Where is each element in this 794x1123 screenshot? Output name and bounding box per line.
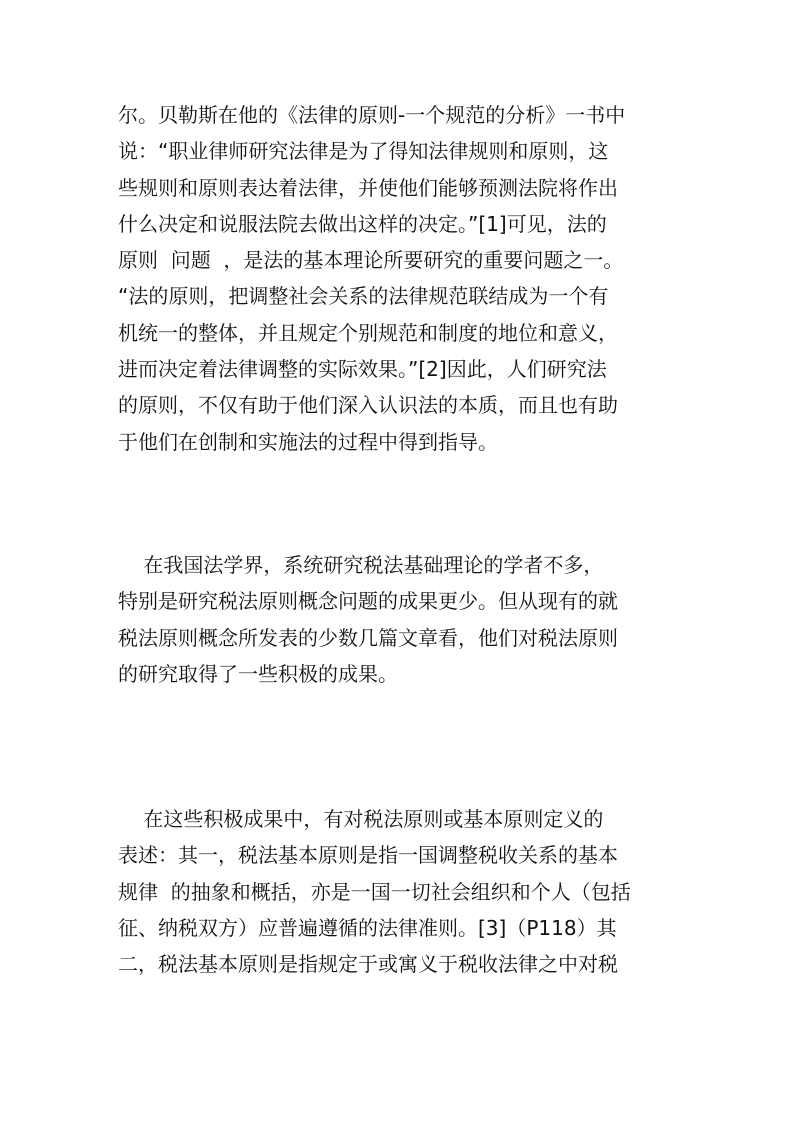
text-line: 征、纳税双方）应普遍遵循的法律准则。[3]（P118）其 [118, 915, 617, 940]
text-line: 规律 的抽象和概括，亦是一国一切社会组织和个人（包括 [118, 879, 631, 904]
text-line: 在我国法学界，系统研究税法基础理论的学者不多， [118, 553, 604, 577]
text-line: 原则 问题 ，是法的基本理论所要研究的重要问题之一。 [118, 248, 624, 273]
text-line: 的研究取得了一些积极的成果。 [118, 661, 398, 686]
text-line: 机统一的整体，并且规定个别规范和制度的地位和意义， [118, 320, 618, 345]
text-line: 些规则和原则表达着法律，并使他们能够预测法院将作出 [118, 175, 618, 200]
paragraph-definitions [118, 801, 678, 982]
text-line: 于他们在创制和实施法的过程中得到指导。 [118, 429, 498, 454]
text-line: 的原则，不仅有助于他们深入认识法的本质，而且也有助 [118, 393, 618, 418]
text-line: 二，税法基本原则是指规定于或寓义于税收法律之中对税 [118, 952, 618, 977]
text-line: 说：“职业律师研究法律是为了得知法律规则和原则，这 [118, 139, 609, 164]
text-line: 表述：其一，税法基本原则是指一国调整税收关系的基本 [118, 843, 618, 868]
text-line: 特别是研究税法原则概念问题的成果更少。但从现有的就 [118, 589, 618, 614]
text-line: 尔。贝勒斯在他的《法律的原则-一个规范的分析》一书中 [118, 103, 626, 127]
text-line: 什么决定和说服法院去做出这样的决定。”[1]可见，法的 [118, 211, 607, 236]
text-line: 进而决定着法律调整的实际效果。”[2]因此，人们研究法 [118, 357, 607, 382]
text-line: 税法原则概念所发表的少数几篇文章看，他们对税法原则 [118, 625, 618, 650]
paragraph-legal-principles [118, 97, 678, 460]
text-line: “法的原则，把调整社会关系的法律规范联结成为一个有 [118, 284, 609, 309]
text-line: 在这些积极成果中，有对税法原则或基本原则定义的 [118, 807, 604, 831]
paragraph-tax-law-research [118, 547, 678, 692]
